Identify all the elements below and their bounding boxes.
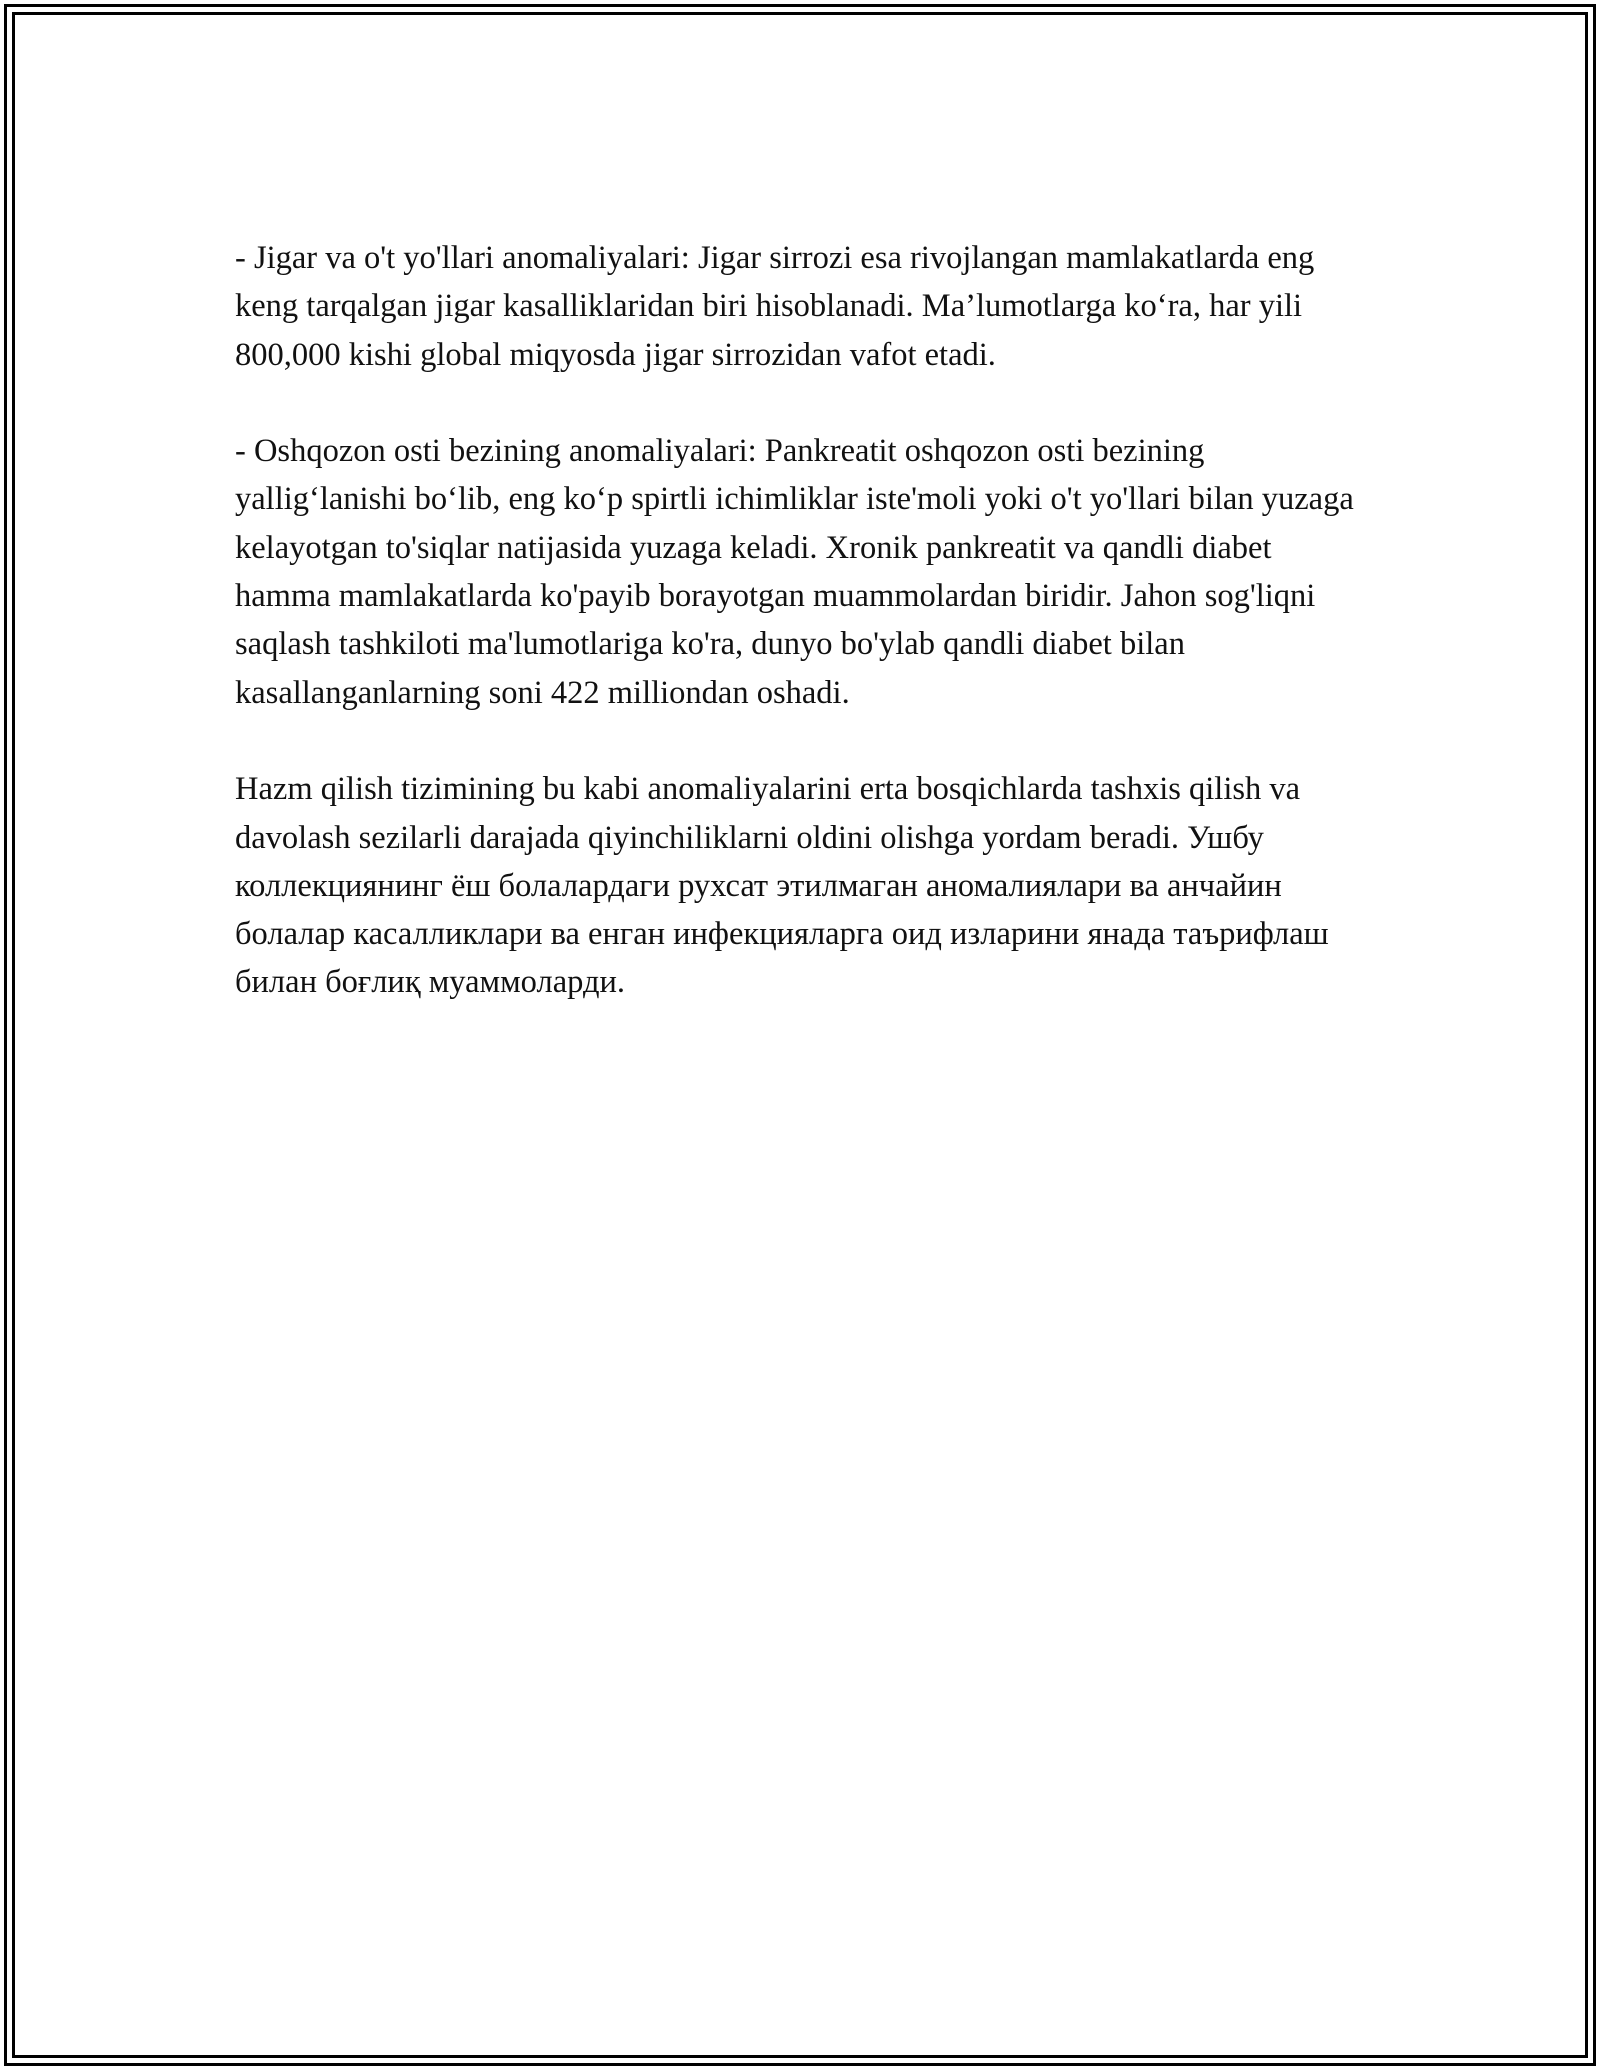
paragraph-pancreas-anomalies: - Oshqozon osti bezining anomaliyalari: Pankreatit oshqozon osti bezining yallig‘lanishi bo‘lib, eng ko‘p spirtli ichimliklar iste'moli yoki o't yo'llari bilan yuzaga kelayotgan to'siqlar natijasida yuzaga keladi. Xronik pankreatit va qandli diabet hamma mamlakatlarda ko'payib borayotgan muammolardan biridir. Jahon sog'liqni saqlash tashkiloti ma'lumotlariga ko'ra, dunyo bo'ylab qandli diabet bilan kasallanganlarning soni 422 milliondan oshadi. <box>235 433 1354 711</box>
paragraph-conclusion: Hazm qilish tizimining bu kabi anomaliyalarini erta bosqichlarda tashxis qilish va davolash sezilarli darajada qiyinchiliklarni oldini olishga yordam beradi. Ушбу коллекциянинг ёш болалардаги рухсат этилмаган аномалиялари ва анчайин болалар касалликлари ва енган инфекцияларга оид изларини янада таърифлаш билан боғлиқ муаммоларди. <box>235 771 1329 1001</box>
document-body <box>235 234 1375 1007</box>
paragraph-liver-anomalies: - Jigar va o't yo'llari anomaliyalari: Jigar sirrozi esa rivojlangan mamlakatlarda eng keng tarqalgan jigar kasalliklaridan biri hisoblanadi. Ma’lumotlarga ko‘ra, har yili 800,000 kishi global miqyosda jigar sirrozidan vafot etadi. <box>235 240 1315 373</box>
